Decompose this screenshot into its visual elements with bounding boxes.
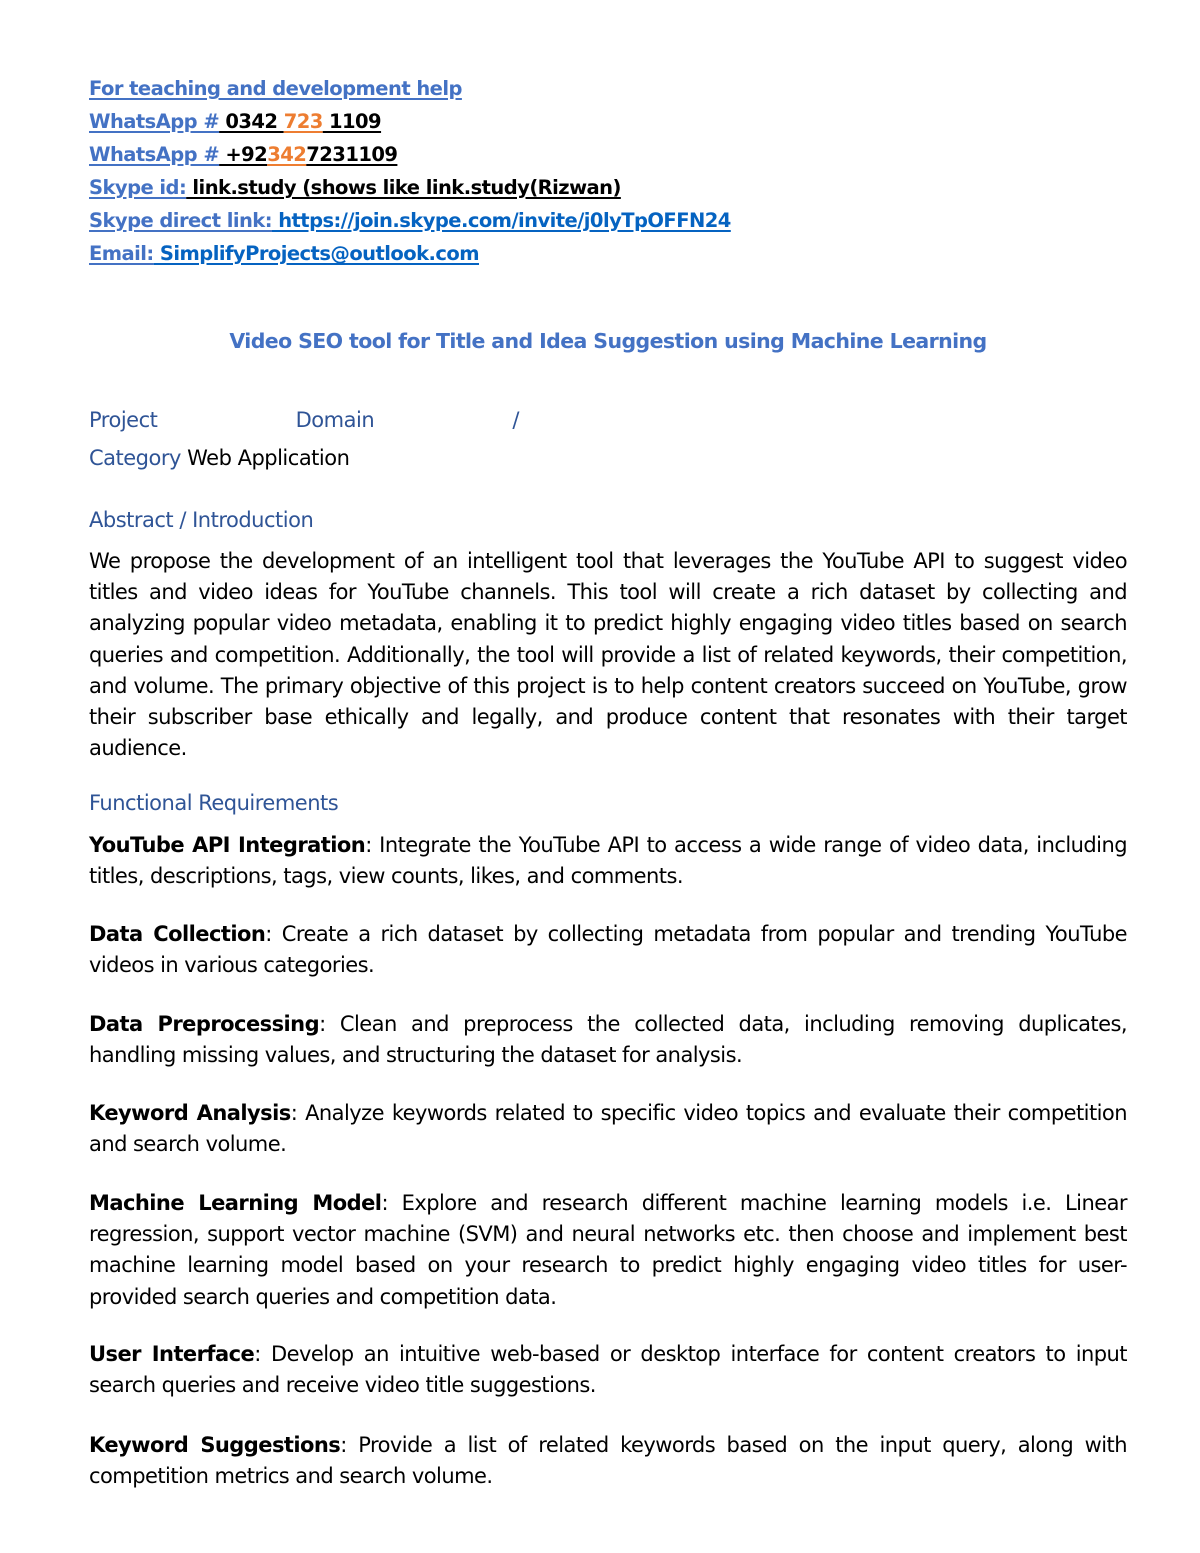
whatsapp-line-1[interactable] xyxy=(89,105,1127,138)
requirement-title: Data Collection xyxy=(89,922,266,946)
requirement-text: : Analyze keywords related to specific video topics and evaluate their competition and search volume. xyxy=(89,1101,1127,1157)
skype-id-label: Skype id: xyxy=(89,176,187,199)
category-value: Web Application xyxy=(180,446,350,470)
requirement-item xyxy=(89,919,1127,981)
requirement-title: Keyword Analysis xyxy=(89,1101,291,1125)
requirement-title: Machine Learning Model xyxy=(89,1191,382,1215)
project-domain-heading xyxy=(89,408,519,432)
whatsapp-number-part: +92 xyxy=(219,143,268,166)
email-line[interactable] xyxy=(89,237,1127,270)
requirement-title: Keyword Suggestions xyxy=(89,1433,341,1457)
skype-link-line[interactable] xyxy=(89,204,1127,237)
whatsapp-number-part: 723 xyxy=(283,110,323,133)
abstract-heading: Abstract / Introduction xyxy=(89,508,314,532)
requirement-title: Data Preprocessing xyxy=(89,1012,320,1036)
domain-word: / xyxy=(512,408,519,432)
requirement-item xyxy=(89,1009,1127,1071)
whatsapp-label: WhatsApp # xyxy=(89,110,220,133)
document-title: Video SEO tool for Title and Idea Suggestion using Machine Learning xyxy=(229,329,987,353)
requirement-text: : Integrate the YouTube API to access a wide range of video data, including titles, descriptions, tags, view counts, likes, and comments. xyxy=(89,833,1127,889)
category-line xyxy=(89,446,349,470)
whatsapp-line-2[interactable] xyxy=(89,138,1127,171)
requirement-item xyxy=(89,830,1127,892)
skype-link[interactable]: https://join.skype.com/invite/j0lyTpOFFN24 xyxy=(271,209,731,232)
skype-id-value: link.study (shows like link.study(Rizwan) xyxy=(186,176,621,199)
requirement-title: User Interface xyxy=(89,1342,255,1366)
skype-id-line xyxy=(89,171,1127,204)
requirement-item xyxy=(89,1188,1127,1313)
whatsapp-number-part: 0342 xyxy=(219,110,284,133)
whatsapp-label: WhatsApp # xyxy=(89,143,220,166)
requirement-text: : Provide a list of related keywords based on the input query, along with competition metrics and search volume. xyxy=(89,1433,1127,1489)
requirement-item xyxy=(89,1430,1127,1492)
whatsapp-number-part: 342 xyxy=(267,143,307,166)
abstract-text: We propose the development of an intelligent tool that leverages the YouTube API to suggest video titles and video ideas for YouTube channels. This tool will create a rich dataset by collecting and analyzing popular video metadata, enabling it to predict highly engaging video titles based on search queries and competition. Additionally, the tool will provide a list of related keywords, their competition, and volume. The primary objective of this project is to help content creators succeed on YouTube, grow their subscriber base ethically and legally, and produce content that resonates with their target audience. xyxy=(89,549,1127,761)
requirement-text: : Create a rich dataset by collecting metadata from popular and trending YouTube videos in various categories. xyxy=(89,922,1127,978)
category-label: Category xyxy=(89,446,181,470)
whatsapp-number-part: 1109 xyxy=(322,110,382,133)
domain-word: Domain xyxy=(295,408,375,432)
requirement-text: : Develop an intuitive web-based or desktop interface for content creators to input search queries and receive video title suggestions. xyxy=(89,1342,1127,1398)
functional-heading: Functional Requirements xyxy=(89,791,339,815)
requirement-title: YouTube API Integration xyxy=(89,833,366,857)
domain-word: Project xyxy=(89,408,158,432)
email-link[interactable]: SimplifyProjects@outlook.com xyxy=(153,242,480,265)
requirement-item xyxy=(89,1339,1127,1401)
requirement-item xyxy=(89,1098,1127,1160)
email-label: Email: xyxy=(89,242,154,265)
requirement-text: : Explore and research different machine learning models i.e. Linear regression, support vector machine (SVM) and neural networks etc. then choose and implement best machine learning model based on your research to predict highly engaging video titles for user-provided search queries and competition data. xyxy=(89,1191,1127,1309)
teaching-line xyxy=(89,72,1127,105)
whatsapp-number-part: 7231109 xyxy=(306,143,398,166)
skype-link-label: Skype direct link: xyxy=(89,209,272,232)
requirement-text: : Clean and preprocess the collected data, including removing duplicates, handling missing values, and structuring the dataset for analysis. xyxy=(89,1012,1127,1068)
teaching-text: For teaching and development help xyxy=(89,77,462,100)
